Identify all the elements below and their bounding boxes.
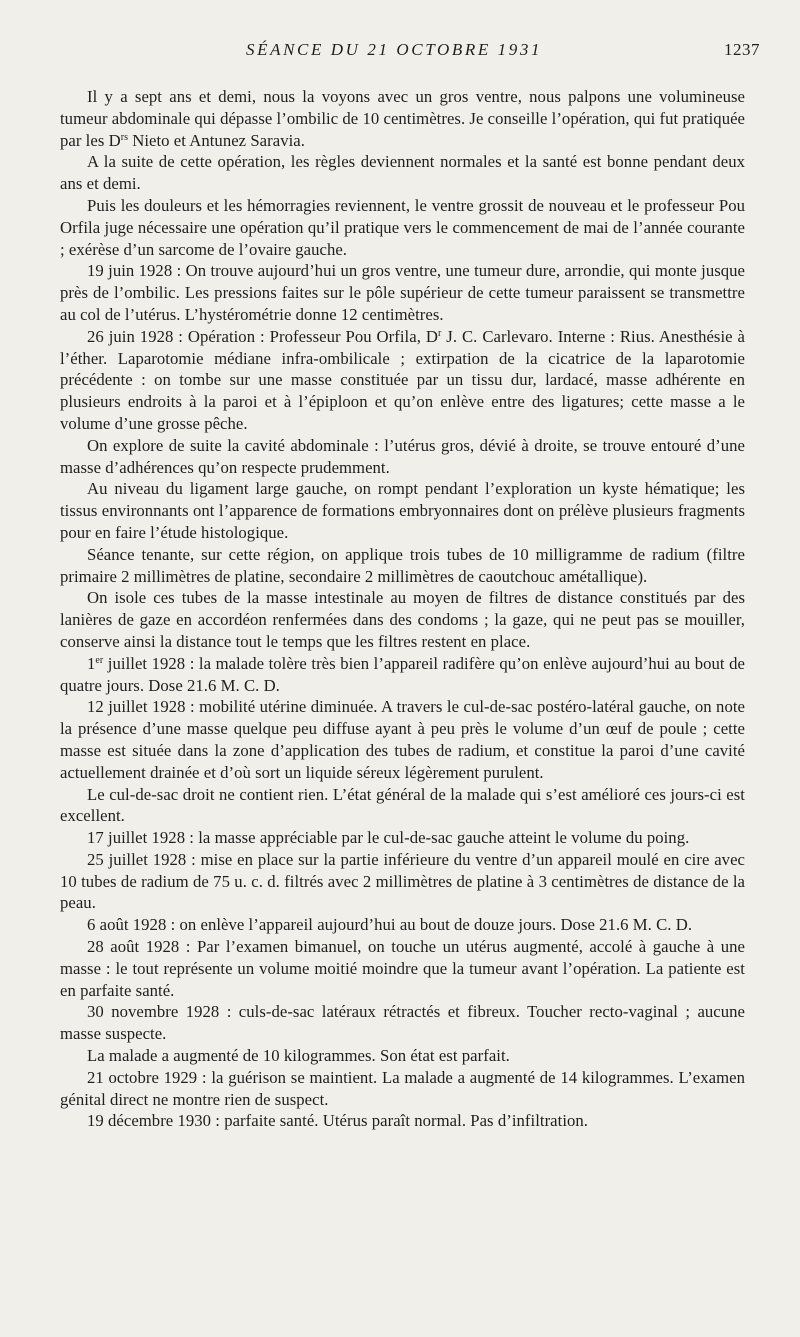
running-header xyxy=(0,40,800,64)
running-title: SÉANCE DU 21 OCTOBRE 1931 xyxy=(246,40,543,59)
paragraph-august-6: 6 août 1928 : on enlève l’appareil aujourd’hui au bout de douze jours. Dose 21.6 M. C. D. xyxy=(87,915,693,935)
paragraph-right-cul-de-sac: Le cul-de-sac droit ne contient rien. L’état général de la malade qui s’est amélioré ces jours-ci est excellent. xyxy=(60,784,745,826)
paragraph-history: Il y a sept ans et demi, nous la voyons avec un gros ventre, nous palpons une volumineuse tumeur abdominale qui dépasse l’ombilic de 10 centimètres. Je conseille l’opération, qui fut pratiquée par les $D^{rs}$ Nieto et Antunez Saravia. xyxy=(60,87,745,150)
paragraph-november-30: 30 novembre 1928 : culs-de-sac latéraux rétractés et fibreux. Toucher recto-vaginal ; aucune masse suspecte. xyxy=(60,1002,745,1044)
paragraph-after-operation: A la suite de cette opération, les règles deviennent normales et la santé est bonne pendant deux ans et demi. xyxy=(60,152,745,194)
paragraph-october-1929: 21 octobre 1929 : la guérison se maintient. La malade a augmenté de 14 kilogrammes. L’examen génital direct ne montre rien de suspect. xyxy=(60,1067,745,1109)
paragraph-july-25: 25 juillet 1928 : mise en place sur la partie inférieure du ventre d’un appareil moulé en cire avec 10 tubes de radium de 75 u. c. d. filtrés avec 2 millimètres de platine à 3 centimètres de distance de la peau. xyxy=(60,849,745,913)
paragraph-july-1: 1er juillet 1928 : la malade tolère très bien l’appareil radifère qu’on enlève aujourd’hui au bout de quatre jours. Dose 21.6 M. C. D. xyxy=(60,653,745,695)
paragraph-july-17: 17 juillet 1928 : la masse appréciable par le cul-de-sac gauche atteint le volume du poing. xyxy=(87,828,690,848)
paragraph-august-28: 28 août 1928 : Par l’examen bimanuel, on touche un utérus augmenté, accolé à gauche à une masse : le tout représente un volume moitié moindre que la tumeur avant l’opération. La patiente est en parfaite santé. xyxy=(60,937,745,1000)
paragraph-abdominal-exploration: On explore de suite la cavité abdominale : l’utérus gros, dévié à droite, se trouve entouré d’une masse d’adhérences qu’on respecte prudemment. xyxy=(60,435,745,477)
paragraph-december-1930: 19 décembre 1930 : parfaite santé. Utérus paraît normal. Pas d’infiltration. xyxy=(87,1111,589,1131)
article-body xyxy=(60,86,745,1132)
paragraph-recurrence: Puis les douleurs et les hémorragies reviennent, le ventre grossit de nouveau et le professeur Pou Orfila juge nécessaire une opération qu’il pratique vers le commencement de mai de l’année courante ; exérèse d’un sarcome de l’ovaire gauche. xyxy=(60,195,745,259)
page-number: 1237 xyxy=(724,40,760,59)
paragraph-weight-gain: La malade a augmenté de 10 kilogrammes. Son état est parfait. xyxy=(87,1046,510,1066)
paragraph-july-12: 12 juillet 1928 : mobilité utérine diminuée. A travers le cul-de-sac postéro-latéral gauche, on note la présence d’une masse quelque peu diffuse ayant à peu près le volume d’un œuf de poule ; cette masse est située dans la zone d’application des tubes de radium, et constitue la paroi d’une cavité actuellement drainée et d’où sort un liquide séreux légèrement purulent. xyxy=(60,697,745,782)
paragraph-ligament: Au niveau du ligament large gauche, on rompt pendant l’exploration un kyste hématique; les tissus environnants ont l’apparence de formations embryonnaires dont on prélève plusieurs fragments pour en faire l’étude histologique. xyxy=(60,479,745,542)
paragraph-june-26-operation: 26 juin 1928 : Opération : Professeur Pou Orfila, $D^r$ J. C. Carlevaro. Interne : Rius. Anesthésie à l’éther. Laparotomie médiane infra-ombilicale ; extirpation de la cicatrice de la laparotomie précédente : on tombe sur une masse constituée par un tissu dur, lardacé, masse adhérente en plusieurs endroits à la paroi et à l’épiploon et qu’on enlève entre des ligatures; cette masse a le volume d’une grosse pêche. xyxy=(60,326,745,433)
paragraph-distance-filters: On isole ces tubes de la masse intestinale au moyen de filtres de distance constitués par des lanières de gaze en accordéon renfermées dans des condoms ; la gaze, qui ne peut pas se mouiller, conserve ainsi la distance tout le temps que les filtres restent en place. xyxy=(60,588,745,651)
paragraph-june-19: 19 juin 1928 : On trouve aujourd’hui un gros ventre, une tumeur dure, arrondie, qui monte jusque près de l’ombilic. Les pressions faites sur le pôle supérieur de cette tumeur paraissent se transmettre au col de l’utérus. L’hystérométrie donne 12 centimètres. xyxy=(60,261,745,324)
paragraph-radium-tubes: Séance tenante, sur cette région, on applique trois tubes de 10 milligramme de radium (filtre primaire 2 millimètres de platine, secondaire 2 millimètres de caoutchouc amétallique). xyxy=(60,544,745,586)
